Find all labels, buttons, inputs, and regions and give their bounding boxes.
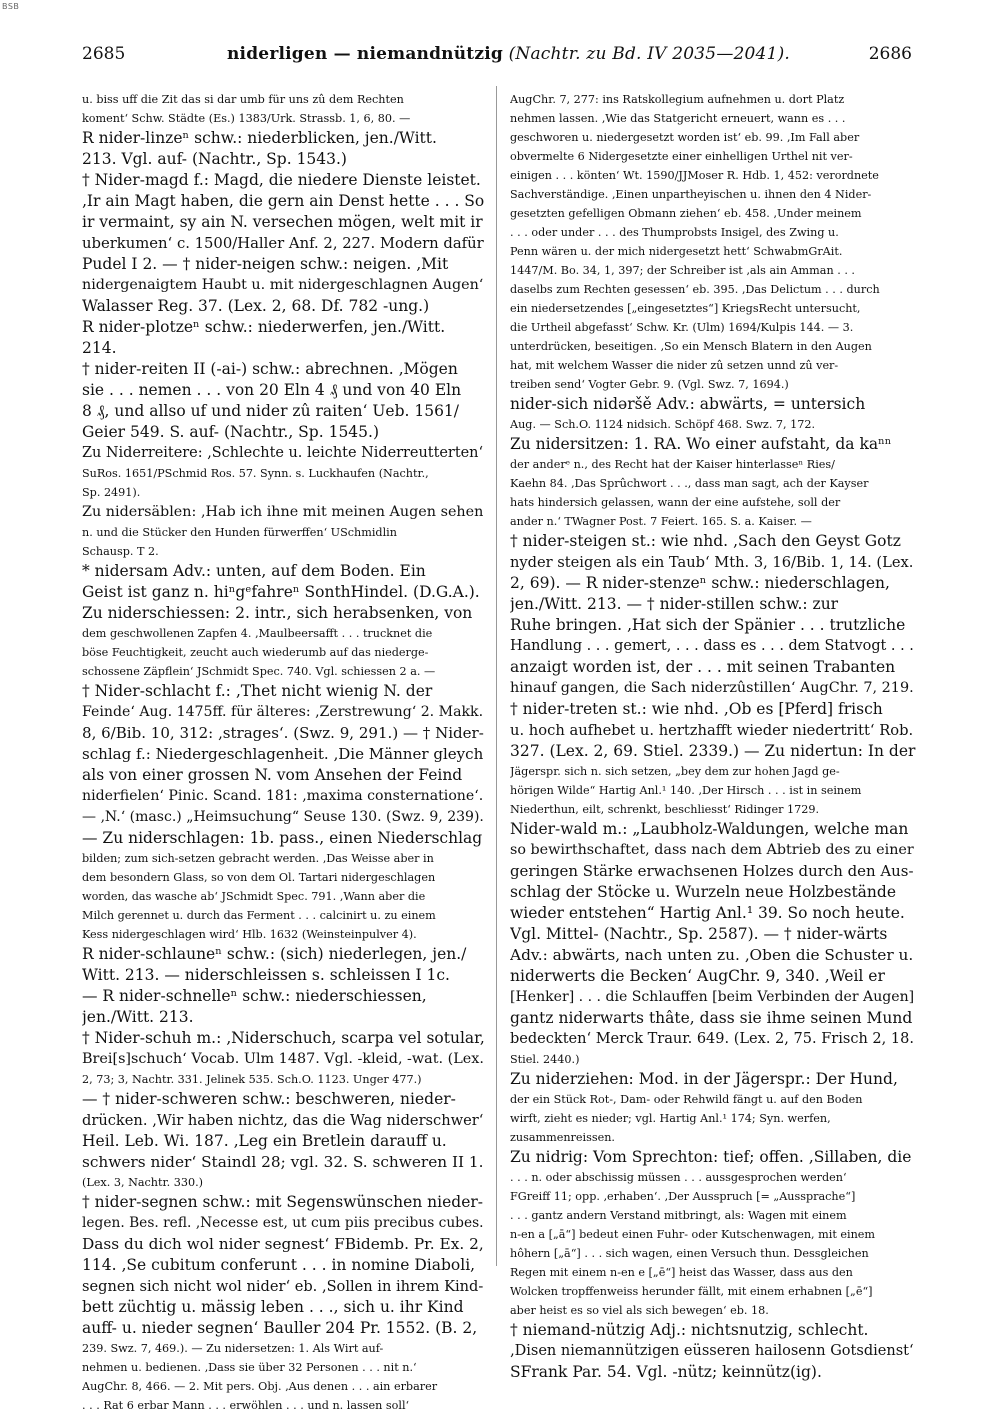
text-line: schlag f.: Niedergeschlagenheit. ‚Die Männer gleych bbox=[82, 745, 484, 763]
text-line: aber heist es so viel als sich bewegen‘ eb. 18. bbox=[510, 1304, 769, 1317]
text-line: dem geschwollenen Zapfen 4. ‚Maulbeersafft . . . trucknet die bbox=[82, 627, 433, 640]
text-line: — ‚N.‘ (masc.) „Heimsuchung“ Seuse 130. (Swz. 9, 239). bbox=[82, 809, 484, 825]
text-line: AugChr. 8, 466. — 2. Mit pers. Obj. ‚Aus denen . . . ain erbarer bbox=[82, 1380, 438, 1393]
text-line: ‚Ir ain Magt haben, die gern ain Denst hette . . . So bbox=[82, 192, 485, 210]
supplement-note: (Nachtr. zu Bd. IV 2035—2041). bbox=[508, 44, 791, 64]
text-line: segnen sich nicht wol nider‘ eb. ‚Sollen in ihrem Kind- bbox=[82, 1278, 484, 1295]
text-line: böse Feuchtigkeit, zeucht auch wiederumb auf das niederge- bbox=[82, 646, 429, 659]
left-column bbox=[82, 90, 486, 1415]
text-line: Dass du dich wol nider segnest‘ FBidemb. Pr. Ex. 2, bbox=[82, 1235, 484, 1253]
text-line: † Nider-schlacht f.: ‚Thet nicht wienig N. der bbox=[82, 682, 433, 700]
text-line: worden, das wasche ab‘ JSchmidt Spec. 791. ‚Wann aber die bbox=[82, 890, 426, 903]
text-line: wieder entstehen“ Hartig Anl.¹ 39. So noch heute. bbox=[510, 904, 905, 922]
text-line: hôhern [„ā“] . . . sich wagen, einen Versuch thun. Dessgleichen bbox=[510, 1247, 869, 1260]
text-line: † niemand-nützig Adj.: nichtsnutzig, schlecht. bbox=[510, 1321, 869, 1339]
text-line: Nider-wald m.: „Laubholz-Waldungen, welche man bbox=[510, 820, 909, 838]
text-line: nehmen u. bedienen. ‚Dass sie über 32 Personen . . . nit n.‘ bbox=[82, 1361, 417, 1374]
text-line: hats hindersich gelassen, wann der eine aufstehe, soll der bbox=[510, 496, 841, 509]
text-line: 8 ₰, und allso uf und nider zû raiten‘ Ueb. 1561/ bbox=[82, 402, 460, 420]
text-line: Geier 549. S. auf- (Nachtr., Sp. 1545.) bbox=[82, 423, 379, 441]
text-line: 2, 73; 3, Nachtr. 331. Jelinek 535. Sch.O. 1123. Unger 477.) bbox=[82, 1073, 422, 1086]
text-line: Stiel. 2440.) bbox=[510, 1053, 580, 1066]
text-line: 8, 6/Bib. 10, 312: ‚strages‘. (Swz. 9, 291.) — † Nider- bbox=[82, 724, 484, 742]
text-line: Schausp. T 2. bbox=[82, 545, 159, 558]
text-line: uberkumen‘ c. 1500/Haller Anf. 2, 227. Modern dafür bbox=[82, 235, 484, 252]
text-line: Pudel I 2. — † nider-neigen schw.: neigen. ‚Mit bbox=[82, 255, 449, 273]
text-line: 114. ‚Se cubitum conferunt . . . in nomine Diaboli, bbox=[82, 1256, 476, 1274]
text-line: nidergenaigtem Haubt u. mit nidergeschlagnen Augen‘ bbox=[82, 277, 484, 293]
text-line: . . . Rat 6 erbar Mann . . . erwöhlen . . . und n. lassen soll‘ bbox=[82, 1399, 410, 1412]
text-line: u. hoch aufhebet u. hertzhafft wieder niedertritt‘ Rob. bbox=[510, 722, 914, 739]
text-line: Geist ist ganz n. hiⁿgᵉfahreⁿ SonthHindel. (D.G.A.). bbox=[82, 583, 480, 601]
text-line: AugChr. 7, 277: ins Ratskollegium aufnehmen u. dort Platz bbox=[510, 93, 845, 106]
text-line: Feinde‘ Aug. 1475ff. für älteres: ‚Zerstrewung‘ 2. Makk. bbox=[82, 704, 484, 720]
text-line: als von einer grossen N. vom Ansehen der Feind bbox=[82, 766, 463, 784]
text-line: Sp. 2491). bbox=[82, 486, 141, 499]
text-line: obvermelte 6 Nidergesetzte einer einhelligen Urthel nit ver- bbox=[510, 150, 853, 163]
text-line: niderwerts die Becken‘ AugChr. 9, 340. ‚Weil er bbox=[510, 967, 885, 985]
text-line: R nider-plotzeⁿ schw.: niederwerfen, jen./Witt. bbox=[82, 318, 446, 336]
text-line: u. biss uff die Zit das si dar umb für uns zû dem Rechten bbox=[82, 93, 404, 106]
text-line: n. und die Stücker den Hunden fürwerffen‘ USchmidlin bbox=[82, 526, 397, 539]
text-line: jen./Witt. 213. — † nider-stillen schw.: zur bbox=[510, 595, 839, 613]
text-line: koment‘ Schw. Städte (Es.) 1383/Urk. Strassb. 1, 6, 80. — bbox=[82, 112, 411, 125]
text-line: (Lex. 3, Nachtr. 330.) bbox=[82, 1176, 203, 1189]
headword-range: niderligen — niemandnützig bbox=[227, 44, 503, 64]
text-line: Kess nidergeschlagen wird‘ Hlb. 1632 (Weinsteinpulver 4). bbox=[82, 928, 417, 941]
text-line: nider-sich nidəršě Adv.: abwärts, = untersich bbox=[510, 395, 866, 413]
text-line: † Nider-magd f.: Magd, die niedere Dienste leistet. bbox=[82, 171, 481, 189]
text-line: Witt. 213. — niderschleissen s. schleissen I 1c. bbox=[82, 966, 450, 984]
text-line: Handlung . . . gemert, . . . dass es . . . dem Statvogt . . . bbox=[510, 638, 914, 654]
text-line: auff- u. nieder segnen‘ Bauller 204 Pr. 1552. (B. 2, bbox=[82, 1319, 478, 1337]
text-line: treiben send‘ Vogter Gebr. 9. (Vgl. Swz. 7, 1694.) bbox=[510, 378, 789, 391]
text-line: wirft, zieht es nieder; vgl. Hartig Anl.¹ 174; Syn. werfen, bbox=[510, 1112, 831, 1125]
text-line: drücken. ‚Wir haben nichtz, das die Wag niderschwer‘ bbox=[82, 1112, 484, 1129]
text-line: Zu nidersäblen: ‚Hab ich ihne mit meinen Augen sehen bbox=[82, 504, 484, 520]
text-line: so bewirthschaftet, dass nach dem Abtrieb des zu einer bbox=[510, 842, 914, 858]
text-line: Adv.: abwärts, nach unten zu. ‚Oben die Schuster u. bbox=[510, 946, 914, 964]
text-line: anzaigt worden ist, der . . . mit seinen Trabanten bbox=[510, 658, 896, 676]
text-line: bedeckten‘ Merck Traur. 649. (Lex. 2, 75. Frisch 2, 18. bbox=[510, 1031, 914, 1047]
text-line: Kaehn 84. ‚Das Sprûchwort . . ., dass man sagt, ach der Kayser bbox=[510, 477, 869, 490]
text-line: ir vermaint, sy ain N. versechen mögen, welt mit ir bbox=[82, 213, 483, 231]
text-line: — † nider-schweren schw.: beschweren, nieder- bbox=[82, 1090, 456, 1108]
text-line: gantz niderwarts thâte, dass sie ihme seinen Mund bbox=[510, 1009, 913, 1027]
text-line: Aug. — Sch.O. 1124 nidsich. Schöpf 468. Swz. 7, 172. bbox=[510, 418, 816, 431]
text-line: der anderᵉ n., des Recht hat der Kaiser hinterlasseⁿ Ries/ bbox=[510, 458, 835, 471]
text-line: hörigen Wilde“ Hartig Anl.¹ 140. ‚Der Hirsch . . . ist in seinem bbox=[510, 784, 862, 797]
text-line: [Henker] . . . die Schlauffen [beim Verbinden der Augen] bbox=[510, 989, 915, 1005]
page-number-right: 2686 bbox=[868, 44, 912, 64]
text-line: nyder steigen als ein Taub‘ Mth. 3, 16/Bib. 1, 14. (Lex. bbox=[510, 554, 914, 571]
text-line: 2, 69). — R nider-stenzeⁿ schw.: niederschlagen, bbox=[510, 574, 890, 592]
text-line: 214. bbox=[82, 339, 117, 357]
text-line: FGreiff 11; opp. ‚erhaben‘. ‚Der Ausspruch [= „Aussprache“] bbox=[510, 1190, 856, 1203]
text-line: geschworen u. niedergesetzt worden ist‘ eb. 99. ‚Im Fall aber bbox=[510, 131, 860, 144]
text-line: Heil. Leb. Wi. 187. ‚Leg ein Bretlein darauff u. bbox=[82, 1132, 447, 1150]
text-line: schwers nider‘ Staindl 28; vgl. 32. S. schweren II 1. bbox=[82, 1153, 484, 1171]
text-line: SFrank Par. 54. Vgl. -nütz; keinnütz(ig). bbox=[510, 1363, 822, 1381]
text-line: Sachverständige. ‚Einen unpartheyischen u. ihnen den 4 Nider- bbox=[510, 188, 872, 201]
running-head bbox=[227, 44, 790, 64]
text-line: bett züchtig u. mässig leben . . ., sich u. ihr Kind bbox=[82, 1298, 464, 1316]
text-line: einigen . . . könten‘ Wt. 1590/JJMoser R. Hdb. 1, 452: verordnete bbox=[510, 169, 879, 182]
page-header bbox=[82, 44, 912, 70]
text-line: Walasser Reg. 37. (Lex. 2, 68. Df. 782 -ung.) bbox=[82, 297, 430, 315]
text-line: . . . n. oder abschissig müssen . . . aussgesprochen werden‘ bbox=[510, 1171, 847, 1184]
text-line: † nider-treten st.: wie nhd. ‚Ob es [Pferd] frisch bbox=[510, 700, 883, 718]
column-divider bbox=[496, 86, 497, 1266]
text-line: geringen Stärke erwachsenen Holzes durch den Aus- bbox=[510, 862, 914, 880]
text-line: Niederthun, eilt, schrenkt, beschliesst‘ Ridinger 1729. bbox=[510, 803, 820, 816]
text-line: Wolcken tropffenweiss herunder fällt, mit einem erhabnen [„ē“] bbox=[510, 1285, 873, 1298]
text-line: hinauf gangen, die Sach niderzûstillen‘ AugChr. 7, 219. bbox=[510, 680, 914, 696]
text-line: unterdrücken, beseitigen. ‚So ein Mensch Blatern in den Augen bbox=[510, 340, 872, 353]
text-line: — Zu niderschlagen: 1b. pass., einen Niederschlag bbox=[82, 829, 483, 847]
text-line: gesetzten gefelligen Obmann ziehen‘ eb. 458. ‚Under meinem bbox=[510, 207, 862, 220]
text-line: bilden; zum sich-setzen gebracht werden. ‚Das Weisse aber in bbox=[82, 852, 434, 865]
text-line: † nider-segnen schw.: mit Segenswünschen nieder- bbox=[82, 1193, 484, 1211]
text-line: . . . oder under . . . des Thumprobsts Insigel, des Zwing u. bbox=[510, 226, 839, 239]
right-column bbox=[510, 90, 916, 1383]
text-line: sie . . . nemen . . . von 20 Eln 4 ₰ und von 40 Eln bbox=[82, 381, 462, 399]
text-line: 1447/M. Bo. 34, 1, 397; der Schreiber ist ‚als ain Amman . . . bbox=[510, 264, 855, 277]
text-line: hat, mit welchem Wasser die nider zû setzen unnd zû ver- bbox=[510, 359, 839, 372]
text-line: Milch gerennet u. durch das Ferment . . . calcinirt u. zu einem bbox=[82, 909, 436, 922]
text-line: Zu nidrig: Vom Sprechton: tief; offen. ‚Sillaben, die bbox=[510, 1148, 912, 1166]
text-line: Zu niderschiessen: 2. intr., sich herabsenken, von bbox=[82, 604, 473, 622]
text-line: ander n.‘ TWagner Post. 7 Feiert. 165. S. a. Kaiser. — bbox=[510, 515, 812, 528]
text-line: n-en a [„ā“] bedeut einen Fuhr- oder Kutschenwagen, mit einem bbox=[510, 1228, 876, 1241]
text-line: schossene Zäpflein‘ JSchmidt Spec. 740. Vgl. schiessen 2 a. — bbox=[82, 665, 436, 678]
text-line: der ein Stück Rot-, Dam- oder Rehwild fängt u. auf den Boden bbox=[510, 1093, 863, 1106]
text-line: R nider-linzeⁿ schw.: niederblicken, jen./Witt. bbox=[82, 129, 437, 147]
text-line: † nider-reiten II (-ai-) schw.: abrechnen. ‚Mögen bbox=[82, 360, 458, 378]
text-line: die Urtheil abgefasst‘ Schw. Kr. (Ulm) 1694/Kulpis 144. — 3. bbox=[510, 321, 854, 334]
text-line: jen./Witt. 213. bbox=[82, 1008, 194, 1026]
text-line: R nider-schlauneⁿ schw.: (sich) niederlegen, jen./ bbox=[82, 945, 467, 963]
text-line: — R nider-schnelleⁿ schw.: niederschiessen, bbox=[82, 987, 427, 1005]
text-line: Regen mit einem n-en e [„ē“] heist das Wasser, dass aus den bbox=[510, 1266, 853, 1279]
text-line: Ruhe bringen. ‚Hat sich der Spänier . . . trutzliche bbox=[510, 616, 906, 634]
text-line: legen. Bes. refl. ‚Necesse est, ut cum piis precibus cubes. bbox=[82, 1215, 484, 1231]
text-line: Zu Niderreitere: ‚Schlechte u. leichte Niderreutterten‘ bbox=[82, 445, 484, 461]
text-line: Zu niderziehen: Mod. in der Jägerspr.: Der Hund, bbox=[510, 1070, 898, 1088]
text-line: daselbs zum Rechten gesessen‘ eb. 395. ‚Das Delictum . . . durch bbox=[510, 283, 880, 296]
text-line: Jägerspr. sich n. sich setzen, „bey dem zur hohen Jagd ge- bbox=[510, 765, 840, 778]
text-line: 213. Vgl. auf- (Nachtr., Sp. 1543.) bbox=[82, 150, 347, 168]
text-line: Brei[s]schuch‘ Vocab. Ulm 1487. Vgl. -kleid, -wat. (Lex. bbox=[82, 1051, 484, 1067]
text-line: Vgl. Mittel- (Nachtr., Sp. 2587). — † nider-wärts bbox=[510, 925, 888, 943]
text-line: ‚Disen niemannützigen eüsseren hailosenn Gotsdienst‘ bbox=[510, 1343, 914, 1359]
text-line: 327. (Lex. 2, 69. Stiel. 2339.) — Zu nidertun: In der bbox=[510, 742, 916, 760]
text-line: nehmen lassen. ‚Wie das Statgericht erneuert, wann es . . . bbox=[510, 112, 846, 125]
text-line: ein niedersetzendes [„eingesetztes“] KriegsRecht untersucht, bbox=[510, 302, 861, 315]
text-line: Penn wären u. der mich nidergesetzt hett‘ SchwabmGrAit. bbox=[510, 245, 843, 258]
text-line: † Nider-schuh m.: ‚Niderschuch, scarpa vel sotular, bbox=[82, 1029, 485, 1047]
text-line: SuRos. 1651/PSchmid Ros. 57. Synn. s. Luckhaufen (Nachtr., bbox=[82, 467, 429, 480]
text-line: schlag der Stöcke u. Wurzeln neue Holzbestände bbox=[510, 883, 896, 901]
text-line: 239. Swz. 7, 469.). — Zu nidersetzen: 1. Als Wirt auf- bbox=[82, 1342, 384, 1355]
text-line: zusammenreissen. bbox=[510, 1131, 615, 1144]
text-line: † nider-steigen st.: wie nhd. ‚Sach den Geyst Gotz bbox=[510, 532, 901, 550]
library-stamp: BSB bbox=[2, 2, 20, 11]
text-line: * nidersam Adv.: unten, auf dem Boden. Ein bbox=[82, 562, 426, 580]
text-line: niderfielen‘ Pinic. Scand. 181: ‚maxima consternatione‘. bbox=[82, 788, 484, 804]
text-line: Zu nidersitzen: 1. RA. Wo einer aufstaht, da kaⁿⁿ bbox=[510, 435, 892, 453]
text-line: dem besondern Glass, so von dem Ol. Tartari nidergeschlagen bbox=[82, 871, 436, 884]
text-line: . . . gantz andern Verstand mitbringt, als: Wagen mit einem bbox=[510, 1209, 847, 1222]
page-number-left: 2685 bbox=[82, 44, 126, 64]
